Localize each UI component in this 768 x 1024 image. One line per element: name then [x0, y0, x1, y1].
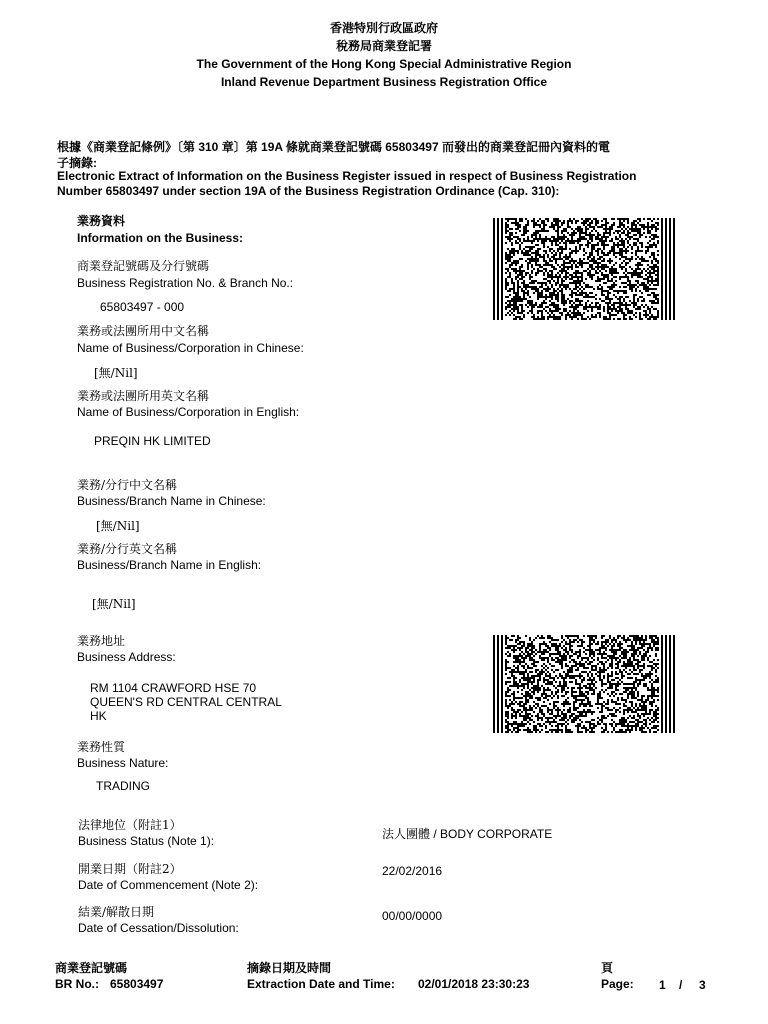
nature-label-zh: 業務性質: [77, 740, 126, 754]
br-no-value: 65803497 - 000: [100, 300, 185, 314]
name-chinese-value: [無/Nil]: [94, 366, 138, 380]
br-no-label-zh: 商業登記號碼及分行號碼: [77, 259, 210, 273]
nature-value: TRADING: [96, 779, 150, 793]
name-english-value: PREQIN HK LIMITED: [94, 434, 211, 448]
footer-page-current: 1: [659, 978, 666, 992]
address-label-zh: 業務地址: [77, 634, 126, 648]
intro-zh-line2: 子摘錄:: [57, 156, 97, 170]
branch-english-label-zh: 業務/分行英文名稱: [77, 542, 178, 556]
header-en-government: The Government of the Hong Kong Special Administrative Region: [196, 57, 572, 71]
section-heading-en: Information on the Business:: [77, 231, 244, 245]
header-zh-government: 香港特別行政區政府: [329, 21, 438, 35]
status-label-en: Business Status (Note 1):: [78, 834, 215, 848]
address-label-en: Business Address:: [77, 650, 176, 664]
footer-page-label-en: Page:: [601, 977, 634, 991]
cessation-value: 00/00/0000: [382, 909, 443, 923]
address-line-1: RM 1104 CRAWFORD HSE 70: [90, 681, 257, 695]
commencement-value: 22/02/2016: [382, 864, 443, 878]
address-line-3: HK: [90, 709, 107, 723]
intro-en-line2: Number 65803497 under section 19A of the Business Registration Ordinance (Cap. 310):: [57, 184, 560, 198]
branch-english-value: [無/Nil]: [92, 597, 136, 611]
footer-br-label-en: BR No.:: [55, 977, 99, 991]
nature-label-en: Business Nature:: [77, 756, 169, 770]
commencement-label-zh: 開業日期（附註2）: [78, 862, 182, 876]
status-label-zh: 法律地位（附註1）: [78, 818, 182, 832]
intro-zh-line1: 根據《商業登記條例》〔第 310 章〕第 19A 條就商業登記號碼 65803497 而發出的商業登記冊內資料的電: [57, 140, 610, 154]
barcode-top: [493, 218, 675, 320]
footer-br-value: 65803497: [110, 977, 164, 991]
name-english-label-zh: 業務或法團所用英文名稱: [77, 389, 210, 403]
header-zh-office: 稅務局商業登記署: [335, 39, 432, 53]
footer-extract-label-zh: 摘錄日期及時間: [247, 961, 332, 975]
footer-extract-label-en: Extraction Date and Time:: [247, 977, 395, 991]
footer-page-label-zh: 頁: [601, 961, 614, 975]
branch-chinese-label-zh: 業務/分行中文名稱: [77, 478, 178, 492]
footer-extract-value: 02/01/2018 23:30:23: [418, 977, 530, 991]
branch-chinese-value: [無/Nil]: [96, 519, 140, 533]
footer-br-label-zh: 商業登記號碼: [55, 961, 128, 975]
name-english-label-en: Name of Business/Corporation in English:: [77, 405, 300, 419]
name-chinese-label-zh: 業務或法團所用中文名稱: [77, 324, 210, 338]
address-line-2: QUEEN'S RD CENTRAL CENTRAL: [90, 695, 282, 709]
footer-page-total: 3: [699, 978, 706, 992]
barcode-bottom: [493, 635, 675, 734]
branch-chinese-label-en: Business/Branch Name in Chinese:: [77, 494, 266, 508]
br-no-label-en: Business Registration No. & Branch No.:: [77, 276, 294, 290]
header-en-office: Inland Revenue Department Business Registration Office: [220, 75, 548, 89]
intro-en-line1: Electronic Extract of Information on the Business Register issued in respect of Business Registration: [57, 169, 637, 183]
name-chinese-label-en: Name of Business/Corporation in Chinese:: [77, 341, 304, 355]
section-heading-zh: 業務資料: [77, 214, 126, 228]
branch-english-label-en: Business/Branch Name in English:: [77, 558, 262, 572]
footer-page-separator: /: [679, 978, 683, 992]
cessation-label-en: Date of Cessation/Dissolution:: [78, 921, 239, 935]
cessation-label-zh: 結業/解散日期: [78, 905, 155, 919]
commencement-label-en: Date of Commencement (Note 2):: [78, 878, 259, 892]
status-value: 法人團體 / BODY CORPORATE: [382, 827, 553, 841]
